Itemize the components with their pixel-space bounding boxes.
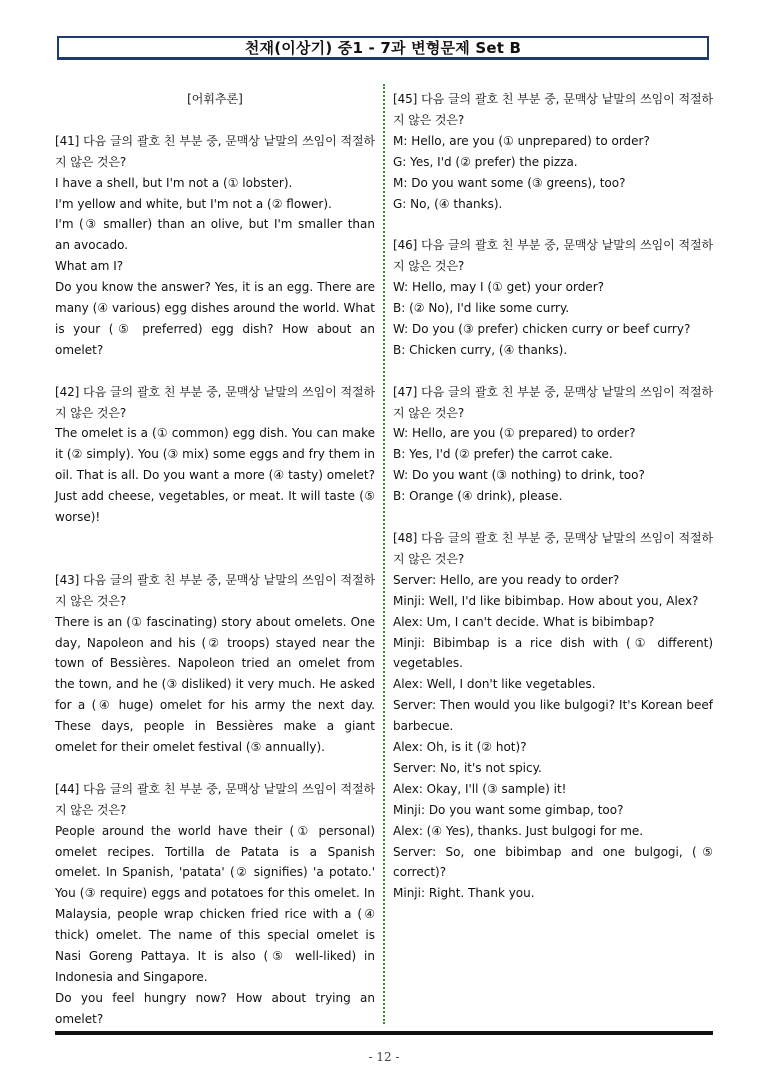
question-44 [55,779,375,1030]
page-header [57,36,709,60]
passage-line: What am I? [55,259,124,274]
question-42 [55,382,375,528]
question-prompt: [44] 다음 글의 괄호 친 부분 중, 문맥상 낱말의 쓰임이 적절하지 않은 것은? [55,781,375,817]
question-45 [393,89,713,214]
passage-line: There is an (① fascinating) story about omelets. One day, Napoleon and his (② troops) stayed near the town of Bessières. Napoleon tried an omelet from the town, and he (③ disliked) it very much. He asked for a (④ huge) omelet for his army the next day. These days, people in Bessières make a giant omelet for their omelet festival (⑤ annually). [55,614,375,755]
dialogue-line: Server: Then would you like bulgogi? It's Korean beef barbecue. [393,698,713,734]
question-prompt: [47] 다음 글의 괄호 친 부분 중, 문맥상 낱말의 쓰임이 적절하지 않은 것은? [393,384,713,420]
footer-rule [55,1031,713,1035]
passage-line: People around the world have their (① personal) omelet recipes. Tortilla de Patata is a Spanish omelet. In Spanish, 'patata' (② signifies) 'a potato.' You (③ require) eggs and potatoes for this omelet. In Malaysia, people wrap chicken fried rice with a (④ thick) omelet. The name of this special omelet is Nasi Goreng Pattaya. It is also (⑤ well-liked) in Indonesia and Singapore. [55,823,375,984]
question-41 [55,131,375,361]
question-prompt: [43] 다음 글의 괄호 친 부분 중, 문맥상 낱말의 쓰임이 적절하지 않은 것은? [55,572,375,608]
passage-line: I'm yellow and white, but I'm not a (② flower). [55,196,332,211]
dialogue-line: Minji: Right. Thank you. [393,886,535,901]
left-column [55,89,375,1051]
dialogue-line: Minji: Well, I'd like bibimbap. How about you, Alex? [393,593,699,608]
dialogue-line: B: Yes, I'd (② prefer) the carrot cake. [393,447,613,462]
dialogue-line: W: Hello, are you (① prepared) to order? [393,426,636,441]
dialogue-line: Server: So, one bibimbap and one bulgogi, (⑤ correct)? [393,844,713,880]
passage-line: Do you know the answer? Yes, it is an egg. There are many (④ various) egg dishes around the world. What is your (⑤ preferred) egg dish? How about an omelet? [55,280,375,357]
dialogue-line: G: Yes, I'd (② prefer) the pizza. [393,154,578,169]
page-title: 천재(이상기) 중1 - 7과 변형문제 Set B [244,39,522,57]
dialogue-line: W: Hello, may I (① get) your order? [393,280,604,295]
question-prompt: [46] 다음 글의 괄호 친 부분 중, 문맥상 낱말의 쓰임이 적절하지 않은 것은? [393,238,713,274]
right-column [393,89,713,925]
question-prompt: [45] 다음 글의 괄호 친 부분 중, 문맥상 낱말의 쓰임이 적절하지 않은 것은? [393,92,713,127]
dialogue-line: Alex: Um, I can't decide. What is bibimbap? [393,614,655,629]
dialogue-line: Server: No, it's not spicy. [393,760,542,775]
passage-line: Do you feel hungry now? How about trying an omelet? [55,990,375,1026]
dialogue-line: W: Do you (③ prefer) chicken curry or beef curry? [393,321,691,336]
passage-line: The omelet is a (① common) egg dish. You can make it (② simply). You (③ mix) some eggs and fry them in oil. That is all. Do you want a more (④ tasty) omelet? Just add cheese, vegetables, or meat. It will taste (⑤ worse)! [55,426,375,525]
dialogue-line: M: Hello, are you (① unprepared) to order? [393,133,650,148]
section-title: [어휘추론] [187,92,243,106]
passage-line: I'm (③ smaller) than an olive, but I'm smaller than an avocado. [55,217,375,253]
dialogue-line: M: Do you want some (③ greens), too? [393,175,626,190]
dialogue-line: B: Chicken curry, (④ thanks). [393,342,568,357]
dialogue-line: Minji: Bibimbap is a rice dish with (① different) vegetables. [393,635,713,671]
column-divider [383,84,385,1024]
question-prompt: [42] 다음 글의 괄호 친 부분 중, 문맥상 낱말의 쓰임이 적절하지 않은 것은? [55,384,375,420]
passage-line: I have a shell, but I'm not a (① lobster). [55,175,293,190]
question-43 [55,570,375,758]
dialogue-line: W: Do you want (③ nothing) to drink, too? [393,468,645,483]
dialogue-line: Server: Hello, are you ready to order? [393,572,620,587]
question-prompt: [48] 다음 글의 괄호 친 부분 중, 문맥상 낱말의 쓰임이 적절하지 않은 것은? [393,530,713,566]
question-prompt: [41] 다음 글의 괄호 친 부분 중, 문맥상 낱말의 쓰임이 적절하지 않은 것은? [55,133,375,169]
dialogue-line: G: No, (④ thanks). [393,196,503,211]
dialogue-line: Alex: Well, I don't like vegetables. [393,677,596,692]
dialogue-line: Alex: Oh, is it (② hot)? [393,740,527,755]
question-48 [393,528,713,904]
dialogue-line: Alex: Okay, I'll (③ sample) it! [393,781,567,796]
dialogue-line: Minji: Do you want some gimbap, too? [393,802,624,817]
question-46 [393,235,713,360]
dialogue-line: B: (② No), I'd like some curry. [393,301,570,316]
question-47 [393,382,713,507]
dialogue-line: Alex: (④ Yes), thanks. Just bulgogi for me. [393,823,644,838]
page-number: - 12 - [368,1050,400,1064]
dialogue-line: B: Orange (④ drink), please. [393,489,563,504]
